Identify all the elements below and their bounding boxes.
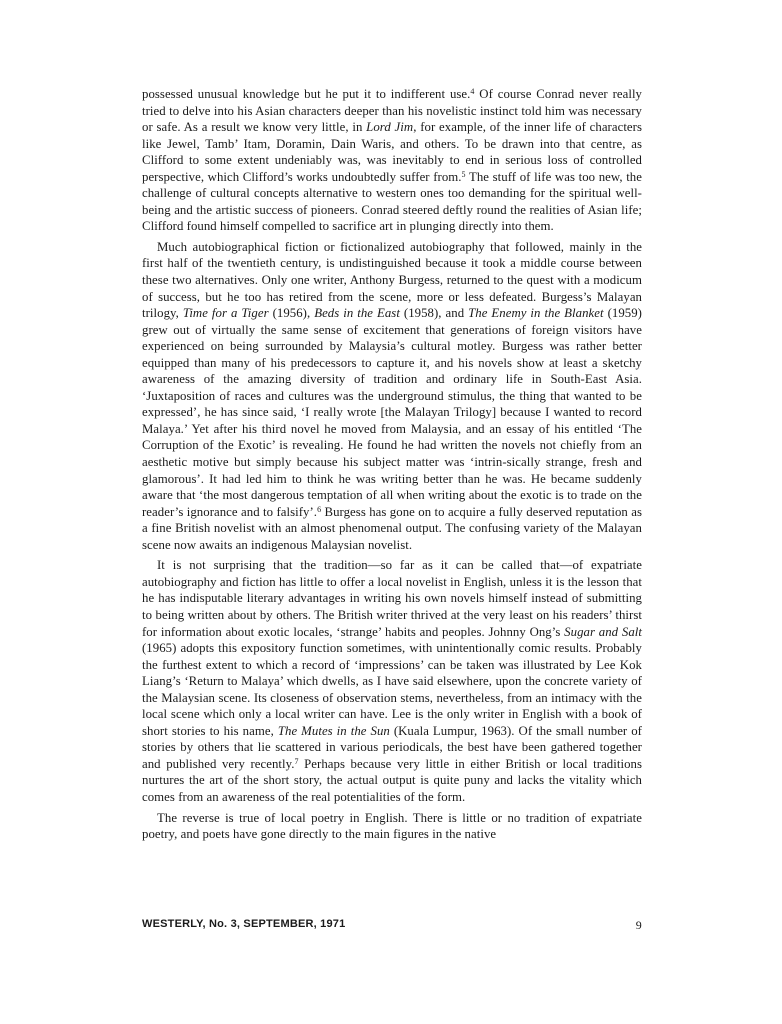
- paragraph-3: [142, 557, 642, 805]
- text-run: (1959) grew out of virtually the same sense of excitement that generations of foreign visitors have experienced on being surrounded by Malaysia’s cultural motley. Burgess was rather better equipped than many of his predecessors to capture it, and his novels show at least a sketchy awareness of the amazing diversity of tradition and ordinary life in South-East Asia. ‘Juxtaposition of races and cultures was the underground stimulus, the thing that wanted to be expressed’, he has since said, ‘I really wrote [the Malayan Trilogy] because I wanted to record Malaya.’ Yet after his third novel he moved from Malaysia, and an essay of his entitled ‘The Corruption of the Exotic’ is revealing. He found he had written the novels not chiefly from an aesthetic motive but simply because his subject matter was ‘intrin-sically strange, fresh and glamorous’. It had led him to think he was writing better than he was. He became suddenly aware that ‘the most dangerous temptation of all when writing about the exotic is to trade on the reader’s ignorance and to falsify’.: [142, 306, 642, 519]
- text-run: possessed unusual knowledge but he put it to indifferent use.: [142, 87, 471, 101]
- page-number: 9: [635, 918, 642, 932]
- footnote-marker: 4: [470, 87, 475, 96]
- italic-title: The Enemy in the Blanket: [468, 306, 604, 321]
- text-run: (1956),: [268, 306, 315, 321]
- text-run: (Kuala Lumpur, 1963). Of the small number of stories by others that lie scattered in various periodicals, the best have been gathered together and published very recently.: [142, 723, 642, 771]
- footnote-marker: 6: [317, 504, 322, 514]
- footnote-marker: 7: [294, 756, 299, 766]
- italic-title: Lord Jim: [366, 120, 414, 135]
- paragraph-1: [142, 86, 642, 235]
- journal-citation: WESTERLY, No. 3, SEPTEMBER, 1971: [142, 918, 346, 930]
- page-body: [142, 86, 642, 847]
- text-run: (1965) adopts this expository function sometimes, with unintentionally comic results. Probably the furthest extent to which a record of ‘impressions’ can be taken was illustrated by Lee Kok Liang’s ‘Return to Malaya’ which dwells, as I have said elsewhere, upon the concrete variety of the Malaysian scene. Its closeness of observation stems, nevertheless, from an intimacy with the local scene which only a local writer can have. Lee is the only writer in English with a book of short stories to his name,: [142, 641, 642, 738]
- text-run: Burgess has gone on to acquire a fully deserved reputation as a fine British novelist with an almost phenomenal output. The confusing variety of the Malayan scene now awaits an indigenous Malaysian novelist.: [142, 504, 642, 552]
- text-run: It is not surprising that the tradition—so far as it can be called that—of expatriate autobiography and fiction has little to offer a local novelist in English, unless it is the lesson that he has indisputable literary advantages in writing his own novels himself instead of submitting to being written about by others. The British writer thrived at the very least on his readers’ thirst for information about exotic locales, ‘strange’ habits and peoples. Johnny Ong’s: [142, 558, 642, 639]
- text-run: The reverse is true of local poetry in English. There is little or no tradition of expatriate poetry, and poets have gone directly to the main figures in the native: [142, 810, 642, 842]
- text-run: The stuff of life was too new, the challenge of cultural concepts alternative to western ones too demanding for the spiritual well-being and the artistic success of pioneers. Conrad steered deftly round the realities of Asian life; Clifford found himself compelled to sacrifice art in plunging directly into them.: [142, 169, 642, 234]
- paragraph-2: [142, 239, 642, 553]
- paragraph-4: [142, 810, 642, 843]
- footnote-marker: 5: [461, 169, 466, 179]
- text-run: (1958), and: [399, 306, 469, 321]
- text-run: Perhaps because very little in either British or local traditions nurtures the art of the short story, the actual output is quite puny and lacks the vitality which comes from an awareness of the real potentialities of the form.: [142, 756, 642, 804]
- text-run: Of course Conrad never really tried to delve into his Asian characters deeper than his novelistic instinct told him was necessary or safe. As a result we know very little, in: [142, 87, 642, 135]
- italic-title: Time for a Tiger: [182, 306, 269, 321]
- italic-title: Beds in the East: [314, 306, 400, 321]
- italic-title: The Mutes in the Sun: [277, 723, 390, 738]
- italic-title: Sugar and Salt: [564, 624, 642, 639]
- text-run: Much autobiographical fiction or fictionalized autobiography that followed, mainly in the first half of the twentieth century, is undistinguished because it took a middle course between these two alternatives. Only one writer, Anthony Burgess, returned to the quest with a modicum of success, but he too has retired from the scene, more or less defeated. Burgess’s Malayan trilogy,: [142, 239, 642, 321]
- text-run: , for example, of the inner life of characters like Jewel, Tamb’ Itam, Doramin, Dain Waris, and others. To be drawn into that centre, as Clifford to some extent undeniably was, was inevitably to end in serious loss of controlled perspective, which Clifford’s works undoubtedly suffer from.: [142, 120, 643, 184]
